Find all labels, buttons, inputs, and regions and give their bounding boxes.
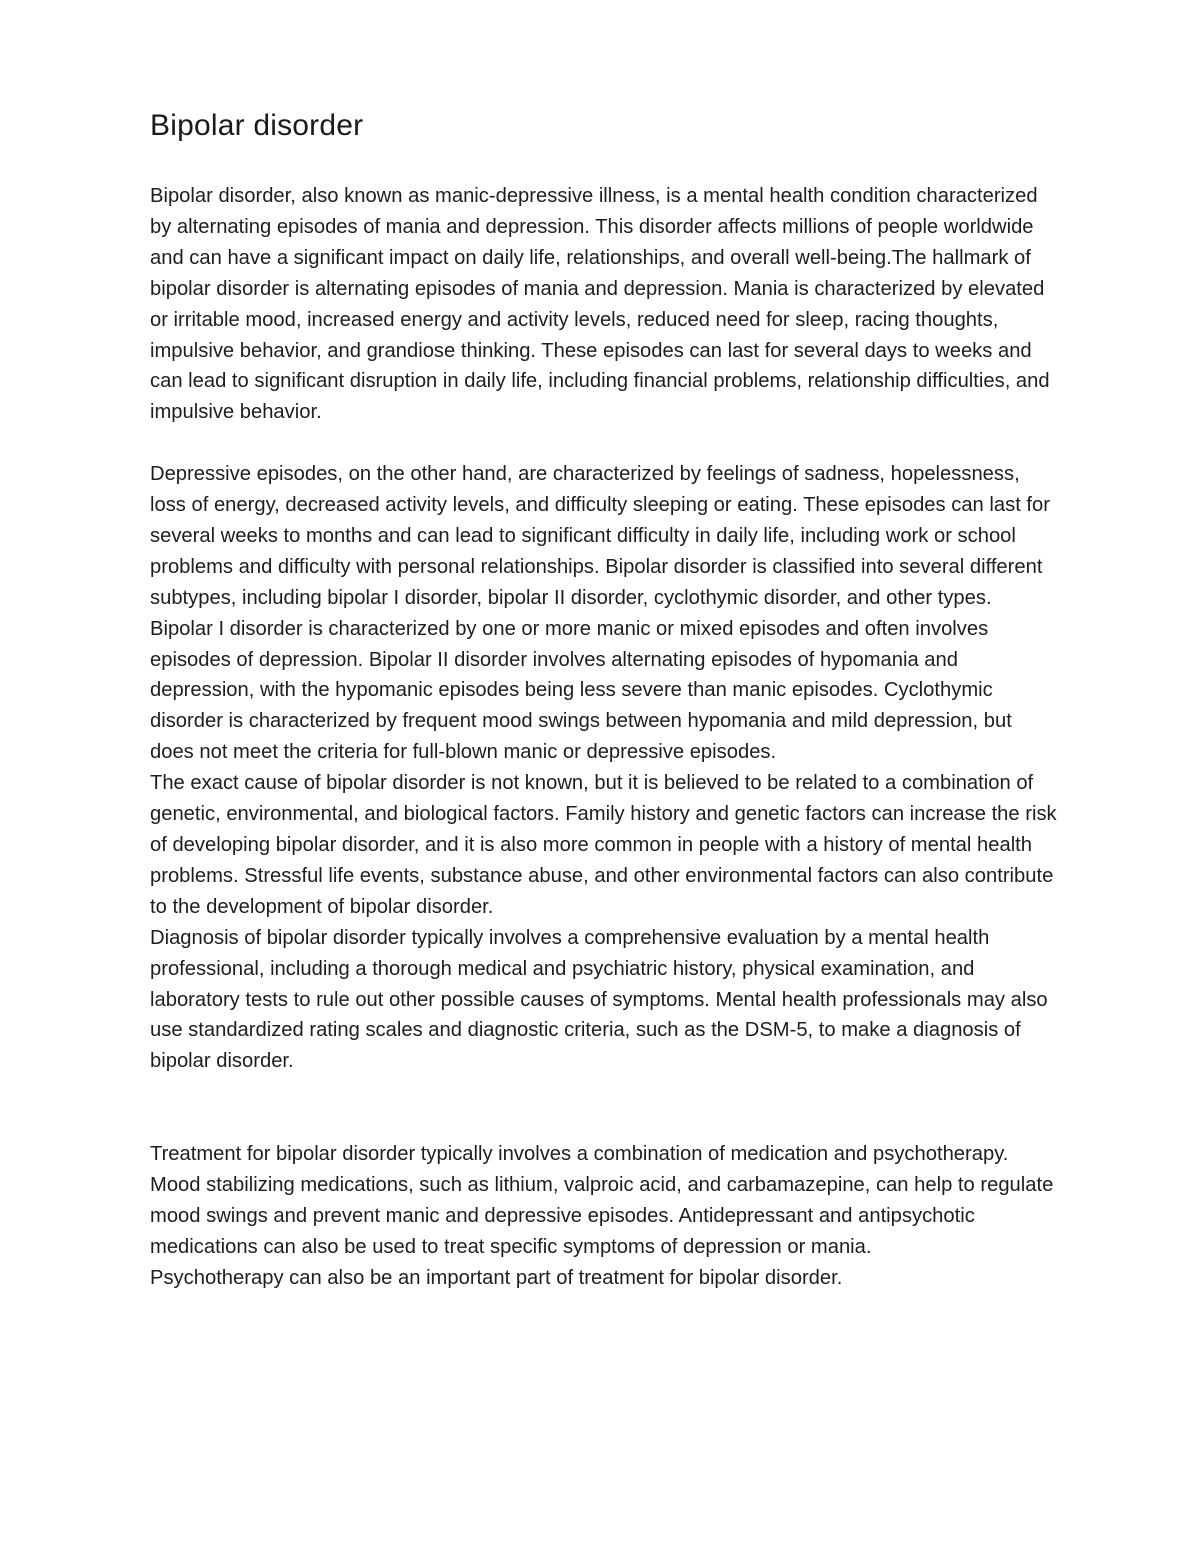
paragraph-spacer — [150, 428, 1060, 459]
document-body — [150, 181, 1060, 1294]
document-title: Bipolar disorder — [150, 109, 364, 142]
paragraph-diagnosis: Diagnosis of bipolar disorder typically involves a comprehensive evaluation by a mental health professional, including a thorough medical and psychiatric history, physical examination, and laboratory tests to rule out other possible causes of symptoms. Mental health professionals may also use standardized rating scales and diagnostic criteria, such as the DSM-5, to make a diagnosis of bipolar disorder. — [150, 926, 1048, 1073]
paragraph-causes: The exact cause of bipolar disorder is not known, but it is believed to be related to a combination of genetic, environmental, and biological factors. Family history and genetic factors can increase the risk of developing bipolar disorder, and it is also more common in people with a history of mental health problems. Stressful life events, substance abuse, and other environmental factors can also contribute to the development of bipolar disorder. — [150, 772, 1057, 918]
paragraph-psychotherapy: Psychotherapy can also be an important part of treatment for bipolar disorder. — [150, 1266, 843, 1289]
paragraph-depressive-episodes: Depressive episodes, on the other hand, are characterized by feelings of sadness, hopelessness, loss of energy, decreased activity levels, and difficulty sleeping or eating. These episodes can last for several weeks to months and can lead to significant difficulty in daily life, including work or school problems and difficulty with personal relationships. Bipolar disorder is classified into several different subtypes, including bipolar I disorder, bipolar II disorder, cyclothymic disorder, and other types. Bipolar I disorder is characterized by one or more manic or mixed episodes and often involves episodes of depression. Bipolar II disorder involves alternating episodes of hypomania and depression, with the hypomanic episodes being less severe than manic episodes. Cyclothymic disorder is characterized by frequent mood swings between hypomania and mild depression, but does not meet the criteria for full-blown manic or depressive episodes. — [150, 463, 1050, 764]
paragraph-overview: Bipolar disorder, also known as manic-depressive illness, is a mental health condition characterized by alternating episodes of mania and depression. This disorder affects millions of people worldwide and can have a significant impact on daily life, relationships, and overall well-being.The hallmark of bipolar disorder is alternating episodes of mania and depression. Mania is characterized by elevated or irritable mood, increased energy and activity levels, reduced need for sleep, racing thoughts, impulsive behavior, and grandiose thinking. These episodes can last for several days to weeks and can lead to significant disruption in daily life, including financial problems, relationship difficulties, and impulsive behavior. — [150, 185, 1050, 424]
paragraph-treatment: Treatment for bipolar disorder typically involves a combination of medication and psychotherapy. Mood stabilizing medications, such as lithium, valproic acid, and carbamazepine, can help to regulate mood swings and prevent manic and depressive episodes. Antidepressant and antipsychotic medications can also be used to treat specific symptoms of depression or mania. — [150, 1143, 1054, 1258]
paragraph-spacer — [150, 1077, 1060, 1139]
document-page — [150, 105, 1060, 1294]
